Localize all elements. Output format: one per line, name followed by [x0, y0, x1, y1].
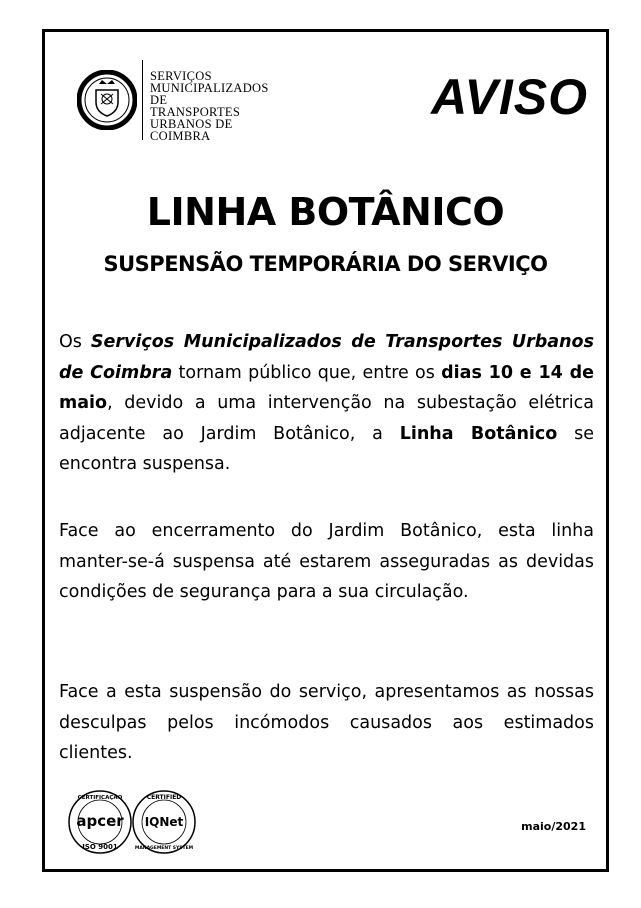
cert2-name: IQNet — [144, 815, 184, 829]
cert1-name: apcer — [76, 812, 124, 830]
logo-line: SERVIÇOS — [150, 69, 212, 83]
suspension-dates: dias 10 e 14 de maio — [59, 362, 594, 413]
logo-line: TRANSPORTES — [150, 105, 241, 119]
smtuc-logo — [77, 60, 277, 143]
apcer-certification-icon — [69, 791, 131, 853]
line-name: Linha Botânico — [399, 423, 558, 444]
coat-of-arms-icon — [77, 70, 137, 130]
cert2-bottom-label: MANAGEMENT SYSTEM — [134, 846, 194, 851]
paragraph-1 — [59, 327, 594, 480]
notice-title: LINHA BOTÂNICO — [146, 190, 505, 234]
aviso-heading: AVISO — [431, 69, 588, 125]
notice-date: maio/2021 — [521, 820, 586, 833]
notice-frame — [42, 29, 609, 872]
logo-line: COIMBRA — [150, 129, 211, 143]
text: tornam público que, entre os — [172, 362, 442, 383]
paragraph-2: Face ao encerramento do Jardim Botânico, esta linha manter-se-á suspensa até estarem asseguradas as devidas condições de segurança para a sua circulação. — [59, 521, 594, 602]
iqnet-certification-icon — [133, 791, 195, 853]
logo-line: MUNICIPALIZADOS DE — [150, 81, 269, 107]
logo-line: URBANOS DE — [150, 117, 233, 131]
logo-text — [150, 70, 277, 142]
cert2-top-label: CERTIFIED — [146, 794, 182, 801]
paragraph-3: Face a esta suspensão do serviço, apresentamos as nossas desculpas pelos incómodos causados aos estimados clientes. — [59, 682, 594, 763]
text: se encontra suspensa. — [59, 423, 594, 474]
text: Os — [59, 332, 91, 352]
notice-subtitle: SUSPENSÃO TEMPORÁRIA DO SERVIÇO — [103, 252, 548, 276]
logo-divider — [142, 60, 143, 140]
certification-logos — [67, 789, 197, 855]
organization-name: Serviços Municipalizados de Transportes Urbanos de Coimbra — [59, 332, 594, 383]
cert1-top-label: CERTIFICAÇÃO — [77, 795, 123, 801]
text: , devido a uma intervenção na subestação elétrica adjacente ao Jardim Botânico, a — [59, 393, 594, 444]
cert1-standard: ISO 9001 — [82, 843, 118, 851]
